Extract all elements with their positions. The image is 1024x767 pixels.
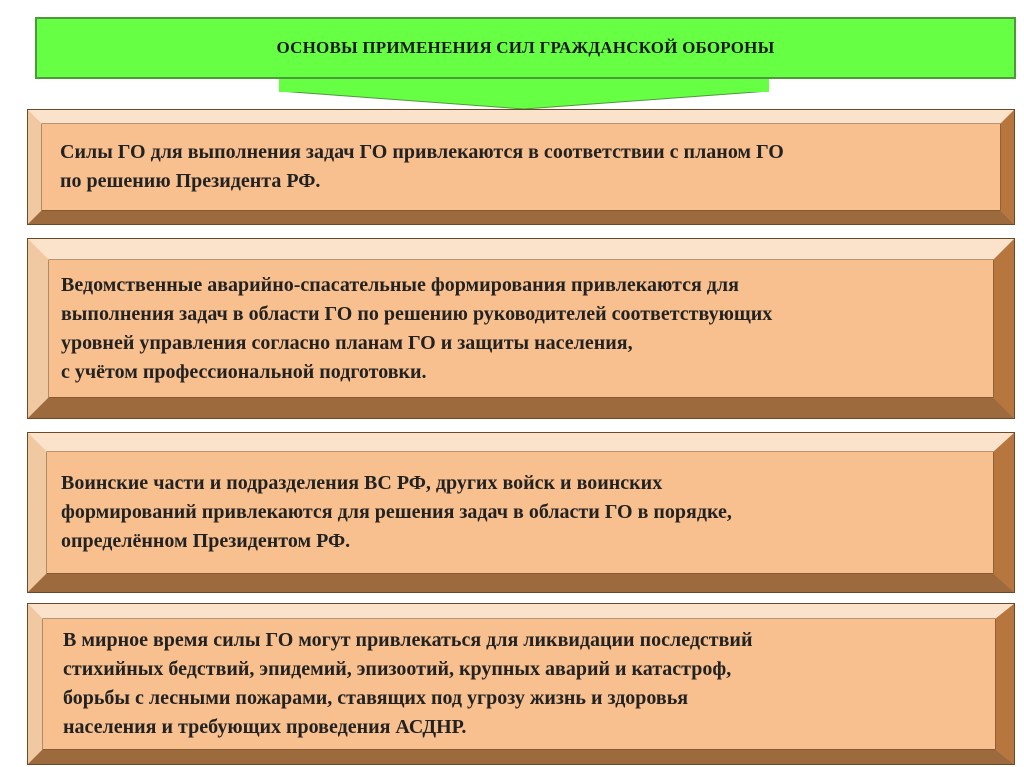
info-panel-3: [27, 432, 1015, 593]
panel-text: Воинские части и подразделения ВС РФ, других войск и воинских формирований привлекаются для решения задач в области ГО в порядке, определённом Президентом РФ.: [61, 472, 732, 552]
info-panel-2: [27, 238, 1015, 419]
title-banner: [35, 17, 1016, 79]
panel-body: [47, 452, 993, 573]
panel-body: [43, 619, 995, 749]
panel-text: Силы ГО для выполнения задач ГО привлекаются в соответствии с планом ГО по решению Президента РФ.: [60, 141, 784, 192]
info-panel-1: [27, 109, 1015, 225]
panel-body: [42, 124, 1000, 210]
panel-text: Ведомственные аварийно-спасательные формирования привлекаются для выполнения задач в области ГО по решению руководителей соответствующих уровней управления согласно планам ГО и защиты населения, с учётом профессиональной подготовки.: [61, 273, 773, 383]
down-arrow-icon: [279, 79, 769, 109]
panel-text: В мирное время силы ГО могут привлекаться для ликвидации последствий стихийных бедствий, эпидемий, эпизоотий, крупных аварий и катастроф, борьбы с лесными пожарами, ставящих под угрозу жизнь и здоровья населения и требующих проведения АСДНР.: [63, 629, 753, 738]
page-title: ОСНОВЫ ПРИМЕНЕНИЯ СИЛ ГРАЖДАНСКОЙ ОБОРОНЫ: [276, 38, 775, 57]
panel-body: [49, 260, 993, 397]
info-panel-4: [27, 603, 1015, 765]
